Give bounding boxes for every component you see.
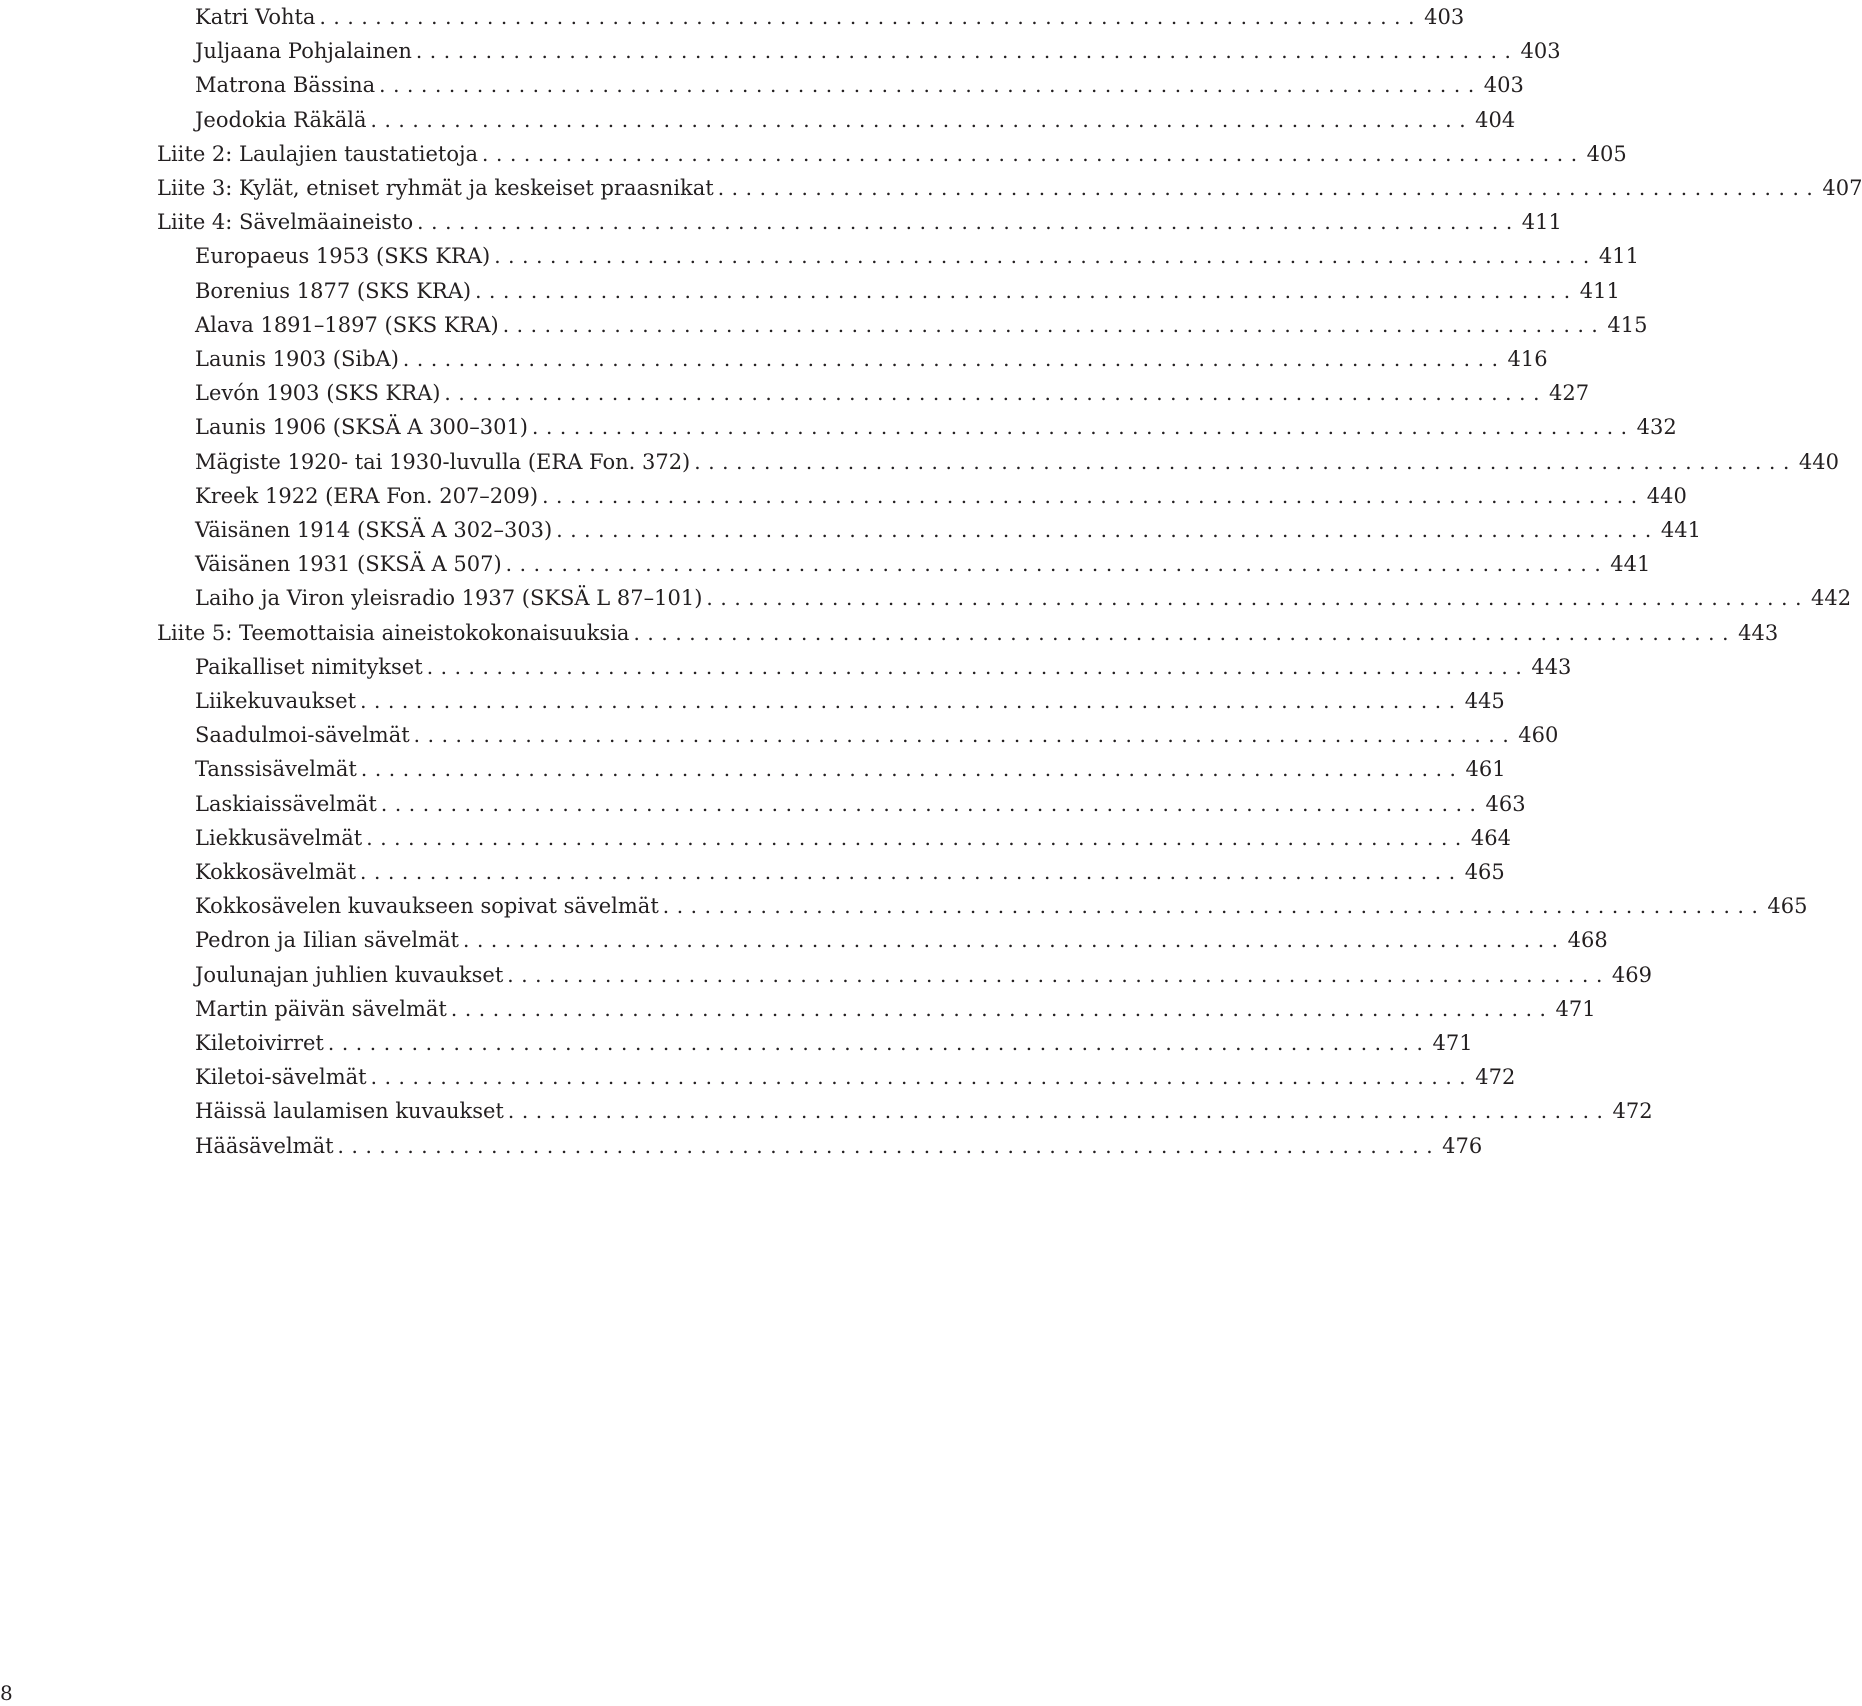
page-number: 8 bbox=[0, 1681, 13, 1705]
toc-entry-page: 403 bbox=[1483, 73, 1524, 98]
toc-entry-page: 471 bbox=[1555, 996, 1596, 1021]
toc-entry-page: 441 bbox=[1610, 552, 1651, 577]
toc-dot-leader: ............................................................................... bbox=[662, 894, 1766, 919]
toc-entry-title: Launis 1906 (SKSÄ A 300–301) bbox=[195, 415, 528, 440]
toc-dot-leader: ............................................................................... bbox=[413, 723, 1517, 748]
toc-entry-title: Kokkosävelen kuvaukseen sopivat sävelmät bbox=[195, 894, 659, 919]
toc-entry-title: Mägiste 1920- tai 1930-luvulla (ERA Fon. 372) bbox=[195, 449, 691, 474]
toc-entry-page: 442 bbox=[1811, 586, 1852, 611]
toc-entry-page: 463 bbox=[1485, 791, 1526, 816]
toc-entry-title: Levón 1903 (SKS KRA) bbox=[195, 381, 441, 406]
toc-entry-title: Liite 2: Laulajien taustatietoja bbox=[157, 141, 479, 166]
toc-entry-page: 464 bbox=[1470, 825, 1511, 850]
toc-dot-leader: ............................................................................... bbox=[475, 278, 1578, 303]
toc-entry-page: 445 bbox=[1464, 689, 1505, 713]
toc-dot-leader: ............................................................................... bbox=[494, 244, 1597, 269]
toc-entry[interactable] bbox=[195, 752, 1506, 786]
toc-entry-page: 469 bbox=[1611, 962, 1652, 987]
toc-entry-title: Väisänen 1914 (SKSÄ A 302–303) bbox=[195, 518, 553, 542]
toc-entry[interactable] bbox=[157, 205, 1562, 239]
toc-dot-leader: ............................................................................... bbox=[463, 928, 1566, 953]
toc-entry[interactable] bbox=[195, 308, 1648, 342]
toc-entry-title: Liite 4: Sävelmäaineisto bbox=[157, 210, 414, 235]
toc-entry-page: 407 bbox=[1822, 176, 1862, 200]
toc-dot-leader: ............................................................................... bbox=[556, 518, 1659, 542]
toc-entry-title: Katri Vohta bbox=[195, 5, 316, 29]
toc-dot-leader: ............................................................................... bbox=[319, 5, 1423, 29]
toc-dot-leader: ............................................................................... bbox=[327, 1031, 1431, 1055]
toc-dot-leader: ............................................................................... bbox=[370, 107, 1474, 132]
toc-entry[interactable] bbox=[195, 34, 1561, 68]
toc-entry-page: 465 bbox=[1767, 894, 1808, 919]
toc-entry[interactable] bbox=[195, 445, 1839, 479]
toc-entry-title: Hääsävelmät bbox=[195, 1133, 334, 1158]
toc-entry-title: Liikekuvaukset bbox=[195, 689, 357, 713]
toc-entry-title: Pedron ja Iilian sävelmät bbox=[195, 928, 459, 953]
toc-entry[interactable] bbox=[195, 992, 1596, 1026]
toc-entry-page: 416 bbox=[1507, 347, 1548, 371]
toc-entry-title: Häissä laulamisen kuvaukset bbox=[195, 1099, 504, 1124]
toc-dot-leader: ............................................................................... bbox=[507, 962, 1610, 987]
toc-entry-title: Launis 1903 (SibA) bbox=[195, 347, 399, 371]
toc-entry-page: 404 bbox=[1475, 107, 1516, 132]
toc-entry-page: 471 bbox=[1432, 1031, 1473, 1055]
toc-dot-leader: ............................................................................... bbox=[505, 552, 1609, 577]
toc-entry[interactable] bbox=[195, 274, 1620, 308]
toc-dot-leader: ............................................................................... bbox=[507, 1099, 1611, 1124]
toc-dot-leader: ............................................................................... bbox=[360, 689, 1463, 713]
toc-entry[interactable] bbox=[195, 889, 1808, 923]
toc-entry[interactable] bbox=[195, 1060, 1516, 1094]
toc-entry-title: Kokkosävelmät bbox=[195, 860, 357, 884]
toc-entry-page: 472 bbox=[1612, 1099, 1653, 1124]
toc-entry-page: 432 bbox=[1636, 415, 1677, 440]
toc-entry-page: 411 bbox=[1521, 210, 1562, 235]
toc-entry[interactable] bbox=[195, 718, 1559, 752]
toc-entry-title: Kreek 1922 (ERA Fon. 207–209) bbox=[195, 483, 539, 508]
toc-entry-page: 427 bbox=[1549, 381, 1590, 406]
toc-entry-page: 443 bbox=[1531, 654, 1572, 679]
toc-entry[interactable] bbox=[195, 376, 1590, 410]
toc-entry-title: Martin päivän sävelmät bbox=[195, 996, 447, 1021]
toc-entry-page: 411 bbox=[1598, 244, 1639, 269]
toc-dot-leader: ............................................................................... bbox=[360, 757, 1464, 782]
toc-entry-page: 460 bbox=[1518, 723, 1559, 748]
toc-entry-page: 472 bbox=[1475, 1065, 1516, 1090]
toc-entry-title: Alava 1891–1897 (SKS KRA) bbox=[195, 312, 499, 337]
toc-dot-leader: ............................................................................... bbox=[450, 996, 1554, 1021]
toc-dot-leader: ............................................................................... bbox=[337, 1133, 1441, 1158]
toc-entry-page: 461 bbox=[1465, 757, 1506, 782]
toc-dot-leader: ............................................................................... bbox=[379, 73, 1482, 98]
toc-dot-leader: ............................................................................... bbox=[633, 620, 1737, 645]
toc-entry[interactable] bbox=[195, 547, 1651, 581]
toc-entry[interactable] bbox=[195, 239, 1639, 273]
toc-dot-leader: ............................................................................... bbox=[417, 210, 1520, 235]
toc-entry-page: 465 bbox=[1464, 860, 1505, 884]
toc-entry-page: 415 bbox=[1607, 312, 1648, 337]
toc-entry[interactable] bbox=[195, 958, 1652, 992]
toc-entry-title: Liekkusävelmät bbox=[195, 825, 363, 850]
toc-entry[interactable] bbox=[195, 821, 1511, 855]
toc-dot-leader: ............................................................................... bbox=[482, 141, 1585, 166]
toc-entry[interactable] bbox=[195, 1026, 1473, 1060]
toc-entry-page: 476 bbox=[1442, 1133, 1483, 1158]
toc-entry[interactable] bbox=[195, 923, 1608, 957]
toc-entry-title: Laiho ja Viron yleisradio 1937 (SKSÄ L 87–101) bbox=[195, 586, 703, 611]
toc-entry-page: 411 bbox=[1579, 278, 1620, 303]
toc-entry-page: 403 bbox=[1424, 5, 1465, 29]
toc-entry[interactable] bbox=[195, 787, 1526, 821]
toc-dot-leader: ............................................................................... bbox=[360, 860, 1463, 884]
toc-entry-title: Joulunajan juhlien kuvaukset bbox=[195, 962, 504, 987]
toc-entry[interactable] bbox=[195, 479, 1687, 513]
toc-entry-title: Saadulmoi-sävelmät bbox=[195, 723, 410, 748]
toc-entry-page: 403 bbox=[1520, 39, 1561, 64]
toc-entry[interactable] bbox=[195, 410, 1677, 444]
toc-entry-page: 440 bbox=[1646, 483, 1687, 508]
toc-entry-title: Laskiaissävelmät bbox=[195, 791, 377, 816]
toc-entry-title: Kiletoi-sävelmät bbox=[195, 1065, 367, 1090]
toc-entry[interactable] bbox=[195, 342, 1548, 376]
toc-entry-page: 405 bbox=[1586, 141, 1627, 166]
toc-dot-leader: ............................................................................... bbox=[694, 449, 1797, 474]
toc-entry-page: 468 bbox=[1567, 928, 1608, 953]
toc-entry[interactable] bbox=[195, 581, 1852, 615]
toc-entry-title: Matrona Bässina bbox=[195, 73, 376, 98]
toc-dot-leader: ............................................................................... bbox=[532, 415, 1635, 440]
toc-entry-title: Liite 5: Teemottaisia aineistokokonaisuuksia bbox=[157, 620, 630, 645]
toc-entry-title: Väisänen 1931 (SKSÄ A 507) bbox=[195, 552, 502, 577]
toc-entry[interactable] bbox=[157, 616, 1779, 650]
toc-entry-title: Kiletoivirret bbox=[195, 1031, 324, 1055]
toc-dot-leader: ............................................................................... bbox=[415, 39, 1519, 64]
toc-entry-title: Juljaana Pohjalainen bbox=[195, 39, 412, 64]
toc-entry[interactable] bbox=[157, 171, 1862, 205]
toc-entry-title: Jeodokia Räkälä bbox=[195, 107, 367, 132]
toc-dot-leader: ............................................................................... bbox=[444, 381, 1548, 406]
toc-entry[interactable] bbox=[195, 103, 1516, 137]
toc-dot-leader: ............................................................................... bbox=[717, 176, 1821, 200]
toc-entry[interactable] bbox=[157, 137, 1627, 171]
toc-entry-title: Europaeus 1953 (SKS KRA) bbox=[195, 244, 491, 269]
toc-dot-leader: ............................................................................... bbox=[402, 347, 1506, 371]
toc-entry-page: 440 bbox=[1798, 449, 1839, 474]
toc-entry-page: 441 bbox=[1660, 518, 1701, 542]
toc-dot-leader: ............................................................................... bbox=[706, 586, 1810, 611]
toc-dot-leader: ............................................................................... bbox=[502, 312, 1606, 337]
toc-entry[interactable] bbox=[195, 684, 1505, 718]
toc-entry[interactable] bbox=[195, 1094, 1653, 1128]
toc-dot-leader: ............................................................................... bbox=[426, 654, 1530, 679]
toc-entry-title: Liite 3: Kylät, etniset ryhmät ja keskeiset praasnikat bbox=[157, 176, 714, 200]
toc-entry[interactable] bbox=[195, 0, 1465, 34]
toc-entry[interactable] bbox=[195, 513, 1701, 547]
toc-entry-title: Tanssisävelmät bbox=[195, 757, 357, 782]
toc-dot-leader: ............................................................................... bbox=[380, 791, 1484, 816]
toc-entry[interactable] bbox=[195, 650, 1572, 684]
toc-entry[interactable] bbox=[195, 1129, 1483, 1163]
toc-dot-leader: ............................................................................... bbox=[542, 483, 1645, 508]
toc-dot-leader: ............................................................................... bbox=[370, 1065, 1474, 1090]
toc-entry-title: Paikalliset nimitykset bbox=[195, 654, 423, 679]
toc-dot-leader: ............................................................................... bbox=[366, 825, 1469, 850]
toc-entry-title: Borenius 1877 (SKS KRA) bbox=[195, 278, 472, 303]
toc-entry-page: 443 bbox=[1738, 620, 1779, 645]
toc-entry[interactable] bbox=[195, 68, 1524, 102]
toc-entry[interactable] bbox=[195, 855, 1505, 889]
